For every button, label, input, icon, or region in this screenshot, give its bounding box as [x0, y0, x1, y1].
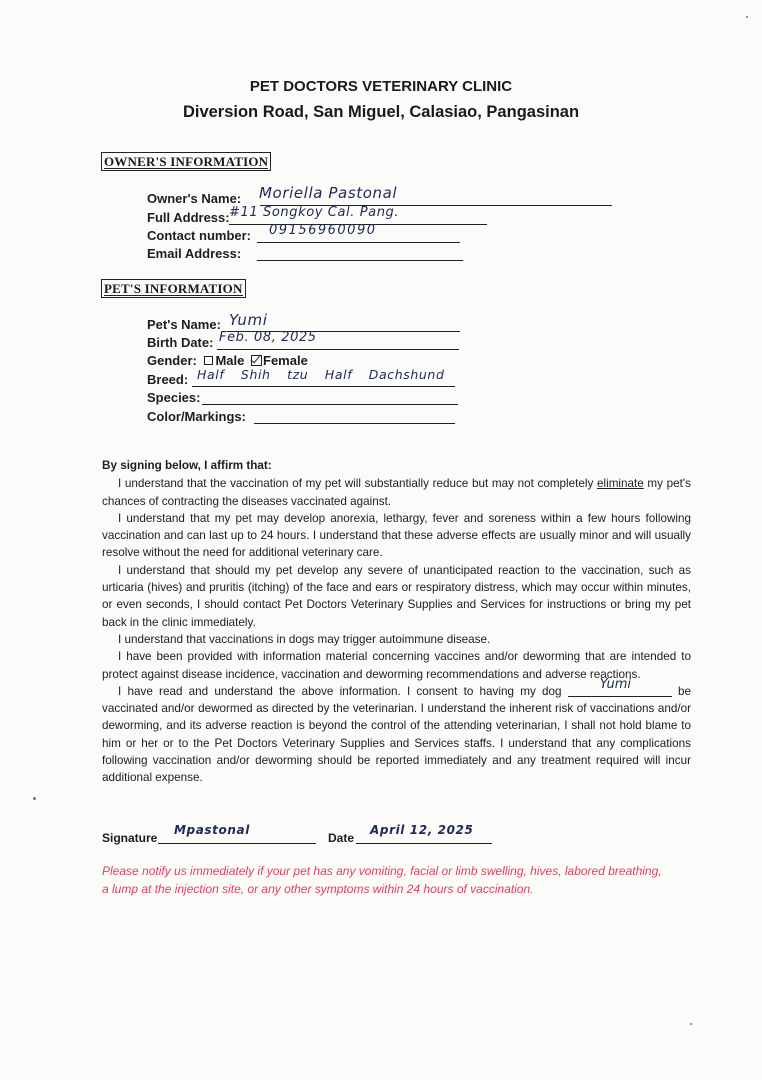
date-line [356, 843, 492, 844]
clinic-name: PET DOCTORS VETERINARY CLINIC [249, 78, 513, 95]
contact-number-label: Contact number: [147, 228, 251, 243]
contact-number-line [257, 242, 460, 243]
scan-speck [746, 16, 748, 18]
contact-number-value: 09156960090 [269, 223, 377, 238]
color-markings-line [254, 423, 455, 424]
p1-text-a: I understand that the vaccination of my pet will substantially reduce but may not completely [118, 477, 597, 491]
email-address-line [257, 260, 463, 261]
breed-line [192, 386, 455, 387]
birth-date-line [217, 349, 459, 350]
post-vaccination-notice: Please notify us immediately if your pet has any vomiting, facial or limb swelling, hives, labored breathing, a lump at the injection site, or any other symptoms within 24 hours of vaccination. [102, 864, 662, 896]
paragraph-3: I understand that should my pet develop any severe of unanticipated reaction to the vaccination, such as urticaria (hives) and pruritis (itching) of the face and ears or respiratory distress, which may occur within minutes, or even seconds, I should contact Pet Doctors Veterinary Supplies and Services for instructions or bring my pet back in the clinic immediately. [102, 563, 691, 629]
signature-label: Signature [102, 831, 158, 845]
paragraph-2: I understand that my pet may develop anorexia, lethargy, fever and soreness within a few hours following vaccination and can last up to 24 hours. I understand that these adverse effects are usually minor and will usually resolve without the need for additional veterinary care. [102, 511, 691, 560]
date-field[interactable] [328, 823, 474, 847]
p6-text-a: I have read and understand the above information. I consent to having my dog [118, 684, 568, 698]
paragraph-6 [102, 676, 692, 787]
clinic-address: Diversion Road, San Miguel, Calasiao, Pangasinan [182, 103, 580, 121]
p6-text-b: be vaccinated and/or dewormed as directed by the veterinarian. I understand the inherent risk of vaccinations and/or deworming, and its adverse reaction is beyond the control of the attending veterinarian, I shall not hold blame to him or her or to the Pet Doctors Veterinary Supplies and Services staffs. I understand that any complications following vaccination and/or deworming should be reported immediately and any treatment required will incur additional expense. [102, 684, 692, 785]
paragraph-1 [102, 475, 691, 510]
scan-speck [33, 797, 36, 800]
signature-field[interactable] [102, 823, 250, 847]
species-line [202, 404, 458, 405]
breed-value: Half Shih tzu Half Dachshund [197, 367, 445, 382]
species-label: Species: [147, 390, 201, 405]
female-option-label: Female [263, 353, 308, 368]
full-address-label: Full Address: [147, 210, 230, 225]
affirmation-lead: By signing below, I affirm that: [102, 459, 272, 472]
male-option-label: Male [215, 353, 245, 368]
gender-label: Gender: [147, 353, 197, 368]
birth-date-label: Birth Date: [147, 335, 214, 350]
affirmation-text [102, 457, 691, 787]
owner-info-heading: OWNER'S INFORMATION [101, 152, 271, 171]
breed-label: Breed: [147, 372, 189, 387]
paragraph-4: I understand that vaccinations in dogs may trigger autoimmune disease. [118, 632, 491, 646]
signature-value: Mpastonal [174, 823, 250, 837]
female-checkbox-checked-icon[interactable] [251, 355, 262, 366]
dog-name-value: Yumi [599, 676, 632, 692]
owner-name-value: Moriella Pastonal [259, 184, 398, 202]
owner-name-label: Owner's Name: [147, 191, 242, 206]
paragraph-5: I have been provided with information material concerning vaccines and/or deworming that are intended to protect against disease incidence, vaccination and deworming recommendations and adverse reactions. [102, 650, 691, 681]
email-address-label: Email Address: [147, 246, 242, 261]
p1-underlined-word: eliminate [597, 477, 644, 491]
birth-date-value: Feb. 08, 2025 [219, 330, 317, 345]
date-label: Date [328, 831, 355, 845]
pet-info-heading: PET'S INFORMATION [101, 279, 246, 298]
date-value: April 12, 2025 [370, 823, 474, 837]
pet-name-value: Yumi [229, 311, 268, 329]
color-markings-label: Color/Markings: [147, 409, 246, 424]
p1-text-b: my pet's chances of contracting the diseases vaccinated against. [102, 477, 691, 508]
male-checkbox[interactable] [204, 356, 213, 365]
signature-line [158, 843, 316, 844]
dog-name-blank[interactable] [568, 676, 672, 697]
full-address-value: #11 Songkoy Cal. Pang. [229, 205, 400, 220]
scan-speck [690, 1023, 692, 1025]
pet-name-label: Pet's Name: [147, 317, 221, 332]
